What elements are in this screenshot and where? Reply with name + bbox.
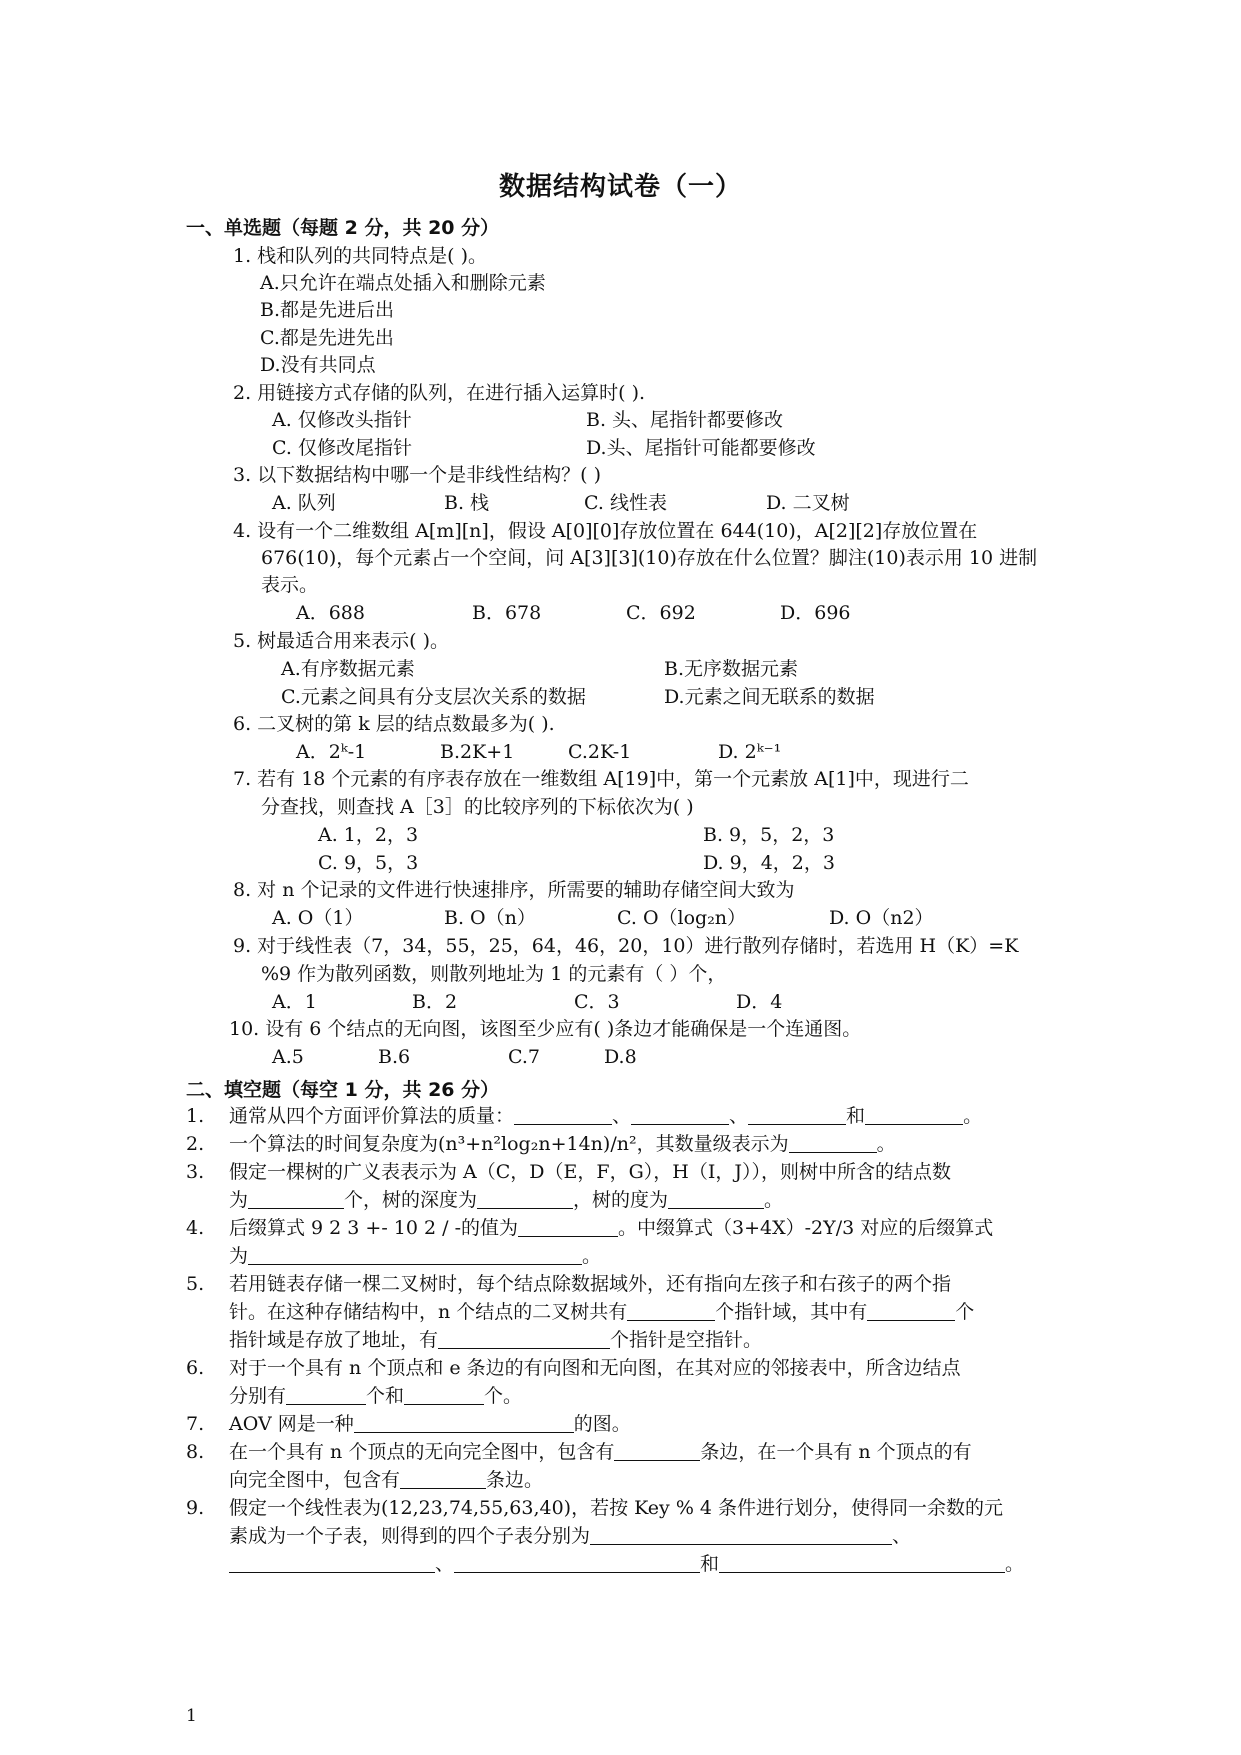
- section2-heading: 二、填空题（每空 1 分，共 26 分）: [186, 1079, 500, 1101]
- q6-option-a: A．2ᵏ-1: [296, 741, 367, 763]
- q10-option-c: C.7: [508, 1046, 540, 1068]
- q4-option-c: C．692: [626, 602, 696, 624]
- page-number: 1: [186, 1706, 197, 1726]
- answer-blank[interactable]: [248, 1246, 582, 1265]
- q4-option-b: B．678: [472, 602, 542, 624]
- answer-blank[interactable]: [354, 1414, 574, 1433]
- q10-option-b: B.6: [378, 1046, 411, 1068]
- fill-question-5-line3: 指针域是存放了地址，有 个指针是空指针。: [229, 1329, 763, 1351]
- q10-option-a: A.5: [272, 1046, 304, 1068]
- q7-line1: 7. 若有 18 个元素的有序表存放在一维数组 A[19]中，第一个元素放 A[1]中，现进行二: [233, 768, 969, 790]
- fill-number: 8.: [186, 1441, 205, 1463]
- fill-number: 6.: [186, 1357, 205, 1379]
- answer-blank[interactable]: [438, 1330, 610, 1349]
- q1-option-b: B.都是先进后出: [260, 299, 395, 321]
- q2-option-a: A. 仅修改头指针: [272, 409, 412, 431]
- q5-option-c: C.元素之间具有分支层次关系的数据: [281, 686, 586, 708]
- fill-question-3-line1: 假定一棵树的广义表表示为 A（C，D（E，F，G），H（I，J）），则树中所含的结点数: [229, 1161, 951, 1183]
- q6-option-c: C.2K-1: [568, 741, 632, 763]
- answer-blank[interactable]: [719, 1554, 1005, 1573]
- q4-line1: 4. 设有一个二维数组 A[m][n]，假设 A[0][0]存放位置在 644(10)，A[2][2]存放位置在: [233, 520, 978, 542]
- q8-option-d: D. O（n2）: [829, 907, 934, 929]
- fill-question-5-line2: 针。在这种存储结构中，n 个结点的二叉树共有 个指针域，其中有 个: [229, 1301, 975, 1323]
- fill-question-4-line1: 后缀算式 9 2 3 +- 10 2 / -的值为 。中缀算式（3+4X）-2Y/3 对应的后缀算式: [229, 1217, 994, 1239]
- q9-option-b: B．2: [412, 991, 458, 1013]
- answer-blank[interactable]: [454, 1554, 700, 1573]
- fill-number: 7.: [186, 1413, 205, 1435]
- q4-line2: 676(10)，每个元素占一个空间，问 A[3][3](10)存放在什么位置？脚注(10)表示用 10 进制: [261, 547, 1038, 569]
- q4-option-d: D．696: [780, 602, 851, 624]
- fill-question-3-line2: 为 个，树的深度为 ，树的度为 。: [229, 1189, 784, 1211]
- q1-option-d: D.没有共同点: [260, 354, 376, 376]
- fill-question-9-line3: 、 和 。: [229, 1552, 1024, 1576]
- q6-option-d: D. 2ᵏ⁻¹: [718, 741, 782, 763]
- q5-stem: 5. 树最适合用来表示( )。: [233, 630, 450, 652]
- fill-question-8-line2: 向完全图中，包含有 条边。: [229, 1469, 544, 1491]
- q2-stem: 2. 用链接方式存储的队列，在进行插入运算时( ).: [233, 382, 646, 404]
- q7-line2: 分查找，则查找 A［3］的比较序列的下标依次为( ): [261, 796, 694, 818]
- answer-blank[interactable]: [590, 1526, 892, 1545]
- q3-option-c: C. 线性表: [584, 492, 667, 514]
- q7-option-d: D. 9，4，2，3: [703, 852, 835, 874]
- answer-blank[interactable]: [248, 1190, 344, 1209]
- answer-blank[interactable]: [477, 1190, 573, 1209]
- q1-option-a: A.只允许在端点处插入和删除元素: [260, 272, 546, 294]
- fill-question-9-line1: 假定一个线性表为(12,23,74,55,63,40)，若按 Key % 4 条件进行划分，使得同一余数的元: [229, 1497, 1004, 1519]
- fill-number: 9.: [186, 1497, 205, 1519]
- answer-blank[interactable]: [400, 1470, 486, 1489]
- q1-option-c: C.都是先进先出: [260, 327, 394, 349]
- answer-blank[interactable]: [518, 1218, 618, 1237]
- q8-option-a: A. O（1）: [272, 907, 364, 929]
- q10-option-d: D.8: [604, 1046, 637, 1068]
- answer-blank[interactable]: [631, 1106, 729, 1125]
- q6-stem: 6. 二叉树的第 k 层的结点数最多为( ).: [233, 713, 555, 735]
- q7-option-c: C. 9，5，3: [318, 852, 419, 874]
- q4-line3: 表示。: [261, 574, 319, 596]
- q3-option-a: A. 队列: [272, 492, 336, 514]
- fill-question-9-line2: 素成为一个子表，则得到的四个子表分别为 、: [229, 1525, 912, 1547]
- answer-blank[interactable]: [286, 1386, 366, 1405]
- fill-number: 2.: [186, 1133, 205, 1155]
- q7-option-b: B. 9，5，2，3: [703, 824, 835, 846]
- answer-blank[interactable]: [668, 1190, 764, 1209]
- q9-line1: 9. 对于线性表（7，34，55，25，64，46，20，10）进行散列存储时，若选用 H（K）=K: [233, 935, 1019, 957]
- fill-question-4-line2: 为 。: [229, 1245, 602, 1267]
- fill-number: 3.: [186, 1161, 205, 1183]
- q1-stem: 1. 栈和队列的共同特点是( )。: [233, 245, 488, 267]
- q2-option-c: C. 仅修改尾指针: [272, 437, 412, 459]
- answer-blank[interactable]: [865, 1106, 963, 1125]
- q9-option-a: A．1: [272, 991, 317, 1013]
- q9-line2: %9 作为散列函数，则散列地址为 1 的元素有（ ）个，: [261, 963, 727, 985]
- q5-option-d: D.元素之间无联系的数据: [664, 686, 875, 708]
- fill-question-2: 一个算法的时间复杂度为(n³+n²log₂n+14n)/n²，其数量级表示为 。: [229, 1133, 896, 1155]
- fill-number: 5.: [186, 1273, 205, 1295]
- q8-option-b: B. O（n）: [444, 907, 536, 929]
- q5-option-a: A.有序数据元素: [281, 658, 415, 680]
- q3-option-d: D. 二叉树: [766, 492, 850, 514]
- q9-option-c: C．3: [574, 991, 620, 1013]
- fill-question-7: AOV 网是一种 的图。: [229, 1413, 631, 1435]
- q6-option-b: B.2K+1: [440, 741, 515, 763]
- fill-number: 4.: [186, 1217, 205, 1239]
- answer-blank[interactable]: [514, 1106, 612, 1125]
- answer-blank[interactable]: [789, 1134, 877, 1153]
- q2-option-b: B. 头、尾指针都要修改: [586, 409, 784, 431]
- fill-question-5-line1: 若用链表存储一棵二叉树时，每个结点除数据域外，还有指向左孩子和右孩子的两个指: [229, 1273, 952, 1295]
- q3-stem: 3. 以下数据结构中哪一个是非线性结构？( ): [233, 464, 602, 486]
- q9-option-d: D．4: [736, 991, 783, 1013]
- page-title: 数据结构试卷（一）: [498, 172, 742, 202]
- answer-blank[interactable]: [867, 1302, 955, 1321]
- q2-option-d: D.头、尾指针可能都要修改: [586, 437, 816, 459]
- q4-option-a: A．688: [296, 602, 365, 624]
- fill-number: 1.: [186, 1105, 205, 1127]
- answer-blank[interactable]: [229, 1554, 435, 1573]
- fill-question-8-line1: 在一个具有 n 个顶点的无向完全图中，包含有 条边，在一个具有 n 个顶点的有: [229, 1441, 972, 1463]
- q10-stem: 10. 设有 6 个结点的无向图，该图至少应有( )条边才能确保是一个连通图。: [229, 1018, 862, 1040]
- fill-question-6-line2: 分别有 个和 个。: [229, 1385, 523, 1407]
- answer-blank[interactable]: [748, 1106, 846, 1125]
- q8-stem: 8. 对 n 个记录的文件进行快速排序，所需要的辅助存储空间大致为: [233, 879, 795, 901]
- answer-blank[interactable]: [404, 1386, 484, 1405]
- fill-question-6-line1: 对于一个具有 n 个顶点和 e 条边的有向图和无向图，在其对应的邻接表中，所含边结点: [229, 1357, 961, 1379]
- section1-heading: 一、单选题（每题 2 分，共 20 分）: [186, 217, 500, 239]
- fill-question-1: 通常从四个方面评价算法的质量： 、 、 和 。: [229, 1105, 983, 1127]
- answer-blank[interactable]: [614, 1442, 700, 1461]
- q5-option-b: B.无序数据元素: [664, 658, 799, 680]
- q3-option-b: B. 栈: [444, 492, 490, 514]
- q8-option-c: C. O（log₂n）: [617, 907, 747, 929]
- q7-option-a: A. 1，2，3: [318, 824, 419, 846]
- answer-blank[interactable]: [627, 1302, 715, 1321]
